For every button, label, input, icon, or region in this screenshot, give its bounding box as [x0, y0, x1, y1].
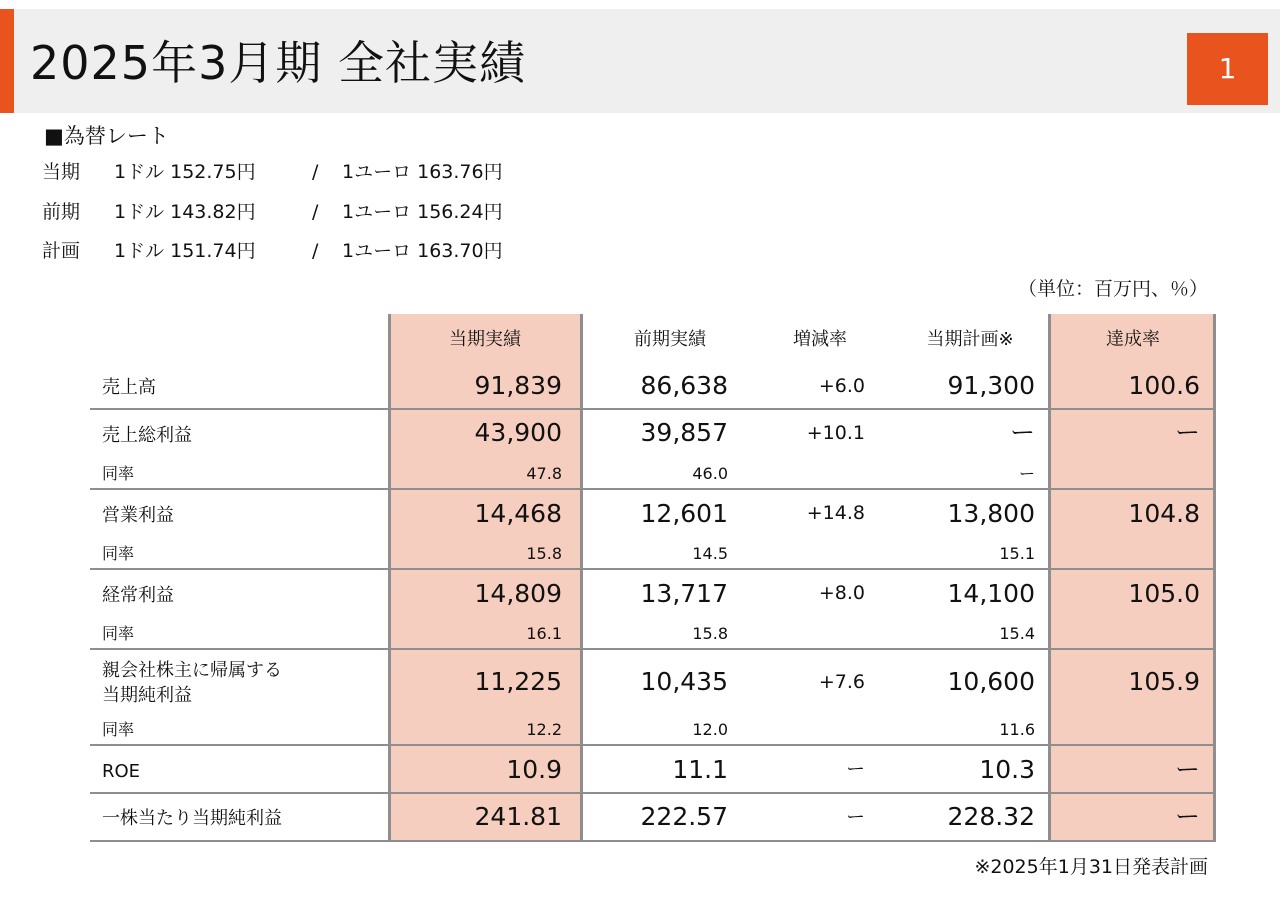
row-divider — [90, 792, 1216, 794]
page-number-badge: 1 — [1187, 33, 1268, 105]
fx-separator: / — [312, 161, 319, 183]
fx-usd-rate: 1ドル 151.74円 — [114, 240, 256, 262]
current-value: 14,809 — [474, 579, 562, 608]
previous-value: 39,857 — [640, 418, 728, 447]
footnote: ※2025年1月31日発表計画 — [974, 856, 1208, 878]
ratio-plan: 15.1 — [999, 544, 1035, 563]
ratio-current: 12.2 — [526, 720, 562, 739]
achievement-rate: 100.6 — [1128, 371, 1200, 400]
results-table — [90, 314, 1216, 842]
row-divider — [90, 840, 1216, 842]
previous-value: 13,717 — [640, 579, 728, 608]
row-label: 経常利益 — [102, 585, 174, 606]
achievement-rate: 105.0 — [1128, 579, 1200, 608]
achievement-rate: ー — [1174, 755, 1200, 784]
ratio-current: 16.1 — [526, 624, 562, 643]
ratio-previous: 46.0 — [692, 464, 728, 483]
ratio-label: 同率 — [102, 464, 135, 483]
column-divider — [388, 314, 391, 842]
current-value: 11,225 — [474, 667, 562, 696]
row-label: 売上総利益 — [102, 425, 192, 446]
previous-value: 12,601 — [640, 499, 728, 528]
row-divider — [90, 744, 1216, 746]
column-header: 達成率 — [1106, 329, 1160, 350]
current-value: 10.9 — [506, 755, 562, 784]
column-header: 増減率 — [793, 329, 847, 350]
column-divider — [1048, 314, 1051, 842]
fx-usd-rate: 1ドル 152.75円 — [114, 161, 256, 183]
header-accent-bar — [0, 9, 14, 113]
plan-value: 10.3 — [979, 755, 1035, 784]
current-value: 14,468 — [474, 499, 562, 528]
change-rate: +14.8 — [806, 502, 865, 524]
previous-value: 10,435 — [640, 667, 728, 696]
column-divider — [580, 314, 583, 842]
ratio-plan: ー — [1018, 464, 1035, 483]
row-divider — [90, 408, 1216, 410]
achievement-rate: 104.8 — [1128, 499, 1200, 528]
fx-eur-rate: 1ユーロ 163.70円 — [342, 240, 503, 262]
achievement-rate: 105.9 — [1128, 667, 1200, 696]
fx-eur-rate: 1ユーロ 156.24円 — [342, 201, 503, 223]
current-value: 91,839 — [474, 371, 562, 400]
row-label-line2: 当期純利益 — [102, 685, 192, 706]
column-header: 前期実績 — [634, 329, 706, 350]
previous-value: 222.57 — [640, 802, 728, 831]
unit-note: （単位：百万円、％） — [1017, 278, 1208, 300]
ratio-label: 同率 — [102, 720, 135, 739]
ratio-plan: 11.6 — [999, 720, 1035, 739]
plan-value: 14,100 — [947, 579, 1035, 608]
fx-separator: / — [312, 201, 319, 223]
change-rate: +6.0 — [818, 375, 865, 397]
change-rate: +8.0 — [818, 582, 865, 604]
fx-row-label: 当期 — [42, 161, 81, 183]
current-value: 241.81 — [474, 802, 562, 831]
page-title: 2025年3月期 全社実績 — [30, 36, 526, 90]
change-rate: +7.6 — [818, 671, 865, 693]
change-rate: +10.1 — [806, 422, 865, 444]
current-value: 43,900 — [474, 418, 562, 447]
plan-value: 91,300 — [947, 371, 1035, 400]
fx-row-label: 計画 — [42, 240, 81, 262]
change-rate: ー — [845, 806, 865, 828]
previous-value: 11.1 — [672, 755, 728, 784]
plan-value: 228.32 — [947, 802, 1035, 831]
row-label: 売上高 — [102, 377, 156, 398]
fx-separator: / — [312, 240, 319, 262]
ratio-current: 47.8 — [526, 464, 562, 483]
ratio-label: 同率 — [102, 624, 135, 643]
row-divider — [90, 488, 1216, 490]
ratio-plan: 15.4 — [999, 624, 1035, 643]
change-rate: ー — [845, 758, 865, 780]
fx-section-title: ■為替レート — [44, 124, 169, 148]
achievement-rate: ー — [1174, 802, 1200, 831]
column-divider — [1213, 314, 1216, 842]
fx-usd-rate: 1ドル 143.82円 — [114, 201, 256, 223]
ratio-previous: 12.0 — [692, 720, 728, 739]
achievement-rate: ー — [1174, 418, 1200, 447]
row-label-line1: 親会社株主に帰属する — [102, 660, 282, 681]
ratio-label: 同率 — [102, 544, 135, 563]
row-label: 営業利益 — [102, 505, 174, 526]
ratio-previous: 14.5 — [692, 544, 728, 563]
ratio-previous: 15.8 — [692, 624, 728, 643]
slide-header — [0, 9, 1280, 113]
row-label: 一株当たり当期純利益 — [102, 808, 282, 829]
fx-row-label: 前期 — [42, 201, 81, 223]
row-divider — [90, 648, 1216, 650]
previous-value: 86,638 — [640, 371, 728, 400]
column-header: 当期実績 — [449, 329, 521, 350]
row-divider — [90, 568, 1216, 570]
plan-value: ー — [1009, 418, 1035, 447]
fx-eur-rate: 1ユーロ 163.76円 — [342, 161, 503, 183]
plan-value: 10,600 — [947, 667, 1035, 696]
ratio-current: 15.8 — [526, 544, 562, 563]
row-label: ROE — [102, 761, 141, 782]
plan-value: 13,800 — [947, 499, 1035, 528]
column-header: 当期計画※ — [926, 329, 1014, 350]
